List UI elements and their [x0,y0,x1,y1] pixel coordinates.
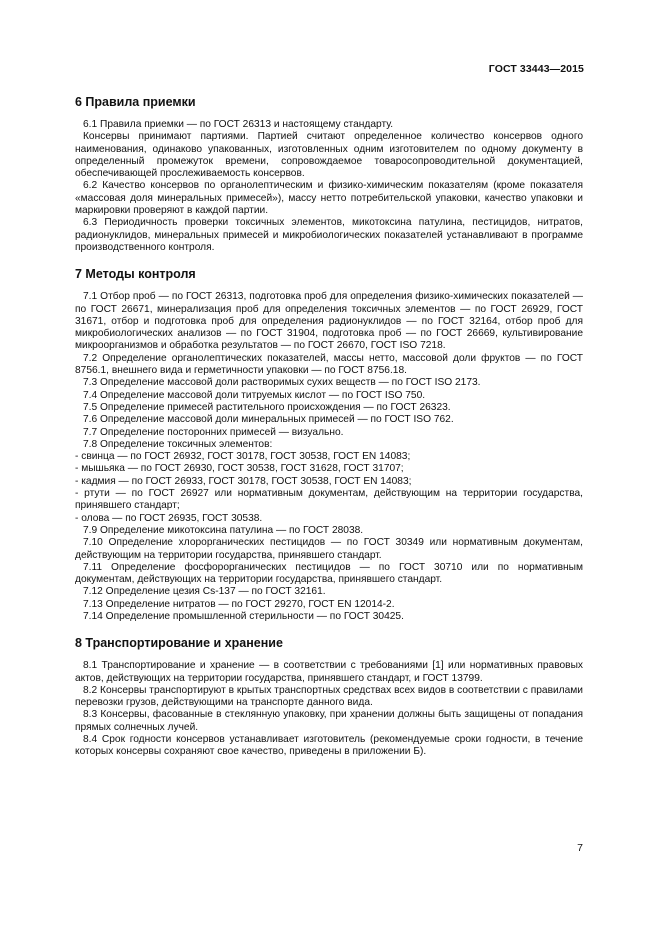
paragraph: 7.12 Определение цезия Cs-137 — по ГОСТ 32161. [83,586,326,598]
list-item: - олова — по ГОСТ 26935, ГОСТ 30538. [75,512,263,524]
paragraph: 8.1 Транспортирование и хранение — в соответствии с требованиями [1] или нормативных правовых актов, действующих на территории государства, принявшего стандарт, и ГОСТ 13799. [75,660,583,684]
paragraph: 7.9 Определение микотоксина патулина — по ГОСТ 28038. [83,524,364,536]
paragraph: 8.3 Консервы, фасованные в стеклянную упаковку, при хранении должны быть защищены от попадания прямых солнечных лучей. [75,709,583,733]
list-item: - мышьяка — по ГОСТ 26930, ГОСТ 30538, ГОСТ 31628, ГОСТ 31707; [75,463,404,475]
paragraph: 7.2 Определение органолептических показателей, массы нетто, массовой доли фруктов — по ГОСТ 8756.1, внешнего вида и герметичности упаковки — по ГОСТ 8756.18. [75,352,583,377]
paragraph: 6.3 Периодичность проверки токсичных элементов, микотоксина патулина, пестицидов, нитратов, радионуклидов, минеральных примесей и микробиологических показателей устанавливают в программе производственного контроля. [75,217,583,253]
paragraph: Консервы принимают партиями. Партией считают определенное количество консервов одного наименования, одинаково упакованных, изготовленных одним изготовителем по одному документу в определенный промежуток времени, сопровождаемое товаросопроводительной документацией, обеспечивающей прослеживаемость консервов. [75,131,583,180]
section-heading: 7 Методы контроля [75,267,196,282]
document-code-header: ГОСТ 33443—2015 [488,63,584,75]
paragraph: 7.13 Определение нитратов — по ГОСТ 29270, ГОСТ EN 12014-2. [83,598,395,610]
paragraph: 6.2 Качество консервов по органолептическим и физико-химическим показателям (кроме показателя «массовая доля минеральных примесей»), массу нетто потребительской упаковки, качество упаковки и маркировки проверяют в каждой партии. [75,180,583,217]
section-8-transport-storage [75,636,583,758]
paragraph: 8.4 Срок годности консервов устанавливает изготовитель (рекомендуемые сроки годности, в течение которых консервы сохраняют свое качество, приведены в приложении Б). [75,734,583,758]
paragraph: 8.2 Консервы транспортируют в крытых транспортных средствах всех видов в соответствии с правилами перевозки грузов, действующими на транспорте данного вида. [75,684,583,709]
paragraph: 7.8 Определение токсичных элементов: [83,438,273,450]
page-number: 7 [577,842,583,854]
paragraph: 7.6 Определение массовой доли минеральных примесей — по ГОСТ ISO 762. [83,414,454,426]
list-item: - кадмия — по ГОСТ 26933, ГОСТ 30178, ГОСТ 30538, ГОСТ EN 14083; [75,475,412,487]
paragraph: 7.3 Определение массовой доли растворимых сухих веществ — по ГОСТ ISO 2173. [83,377,481,389]
paragraph: 7.7 Определение посторонних примесей — визуально. [83,426,344,438]
section-7-control-methods [75,267,583,623]
paragraph: 7.10 Определение хлорорганических пестицидов — по ГОСТ 30349 или нормативным документам, действующим на территории государства, принявшего стандарт. [75,537,583,561]
list-item: - ртути — по ГОСТ 26927 или нормативным документам, действующим на территории государства, принявшего стандарт; [75,488,583,512]
section-6-acceptance-rules [75,95,583,254]
paragraph: 7.1 Отбор проб — по ГОСТ 26313, подготовка проб для определения физико-химических показателей — по ГОСТ 26671, минерализация проб для определения токсичных элементов — по ГОСТ 26929, ГОСТ 31671, отбор и подготовка проб для определения радионуклидов — по ГОСТ 32164, отбор проб для микробиологических анализов — по ГОСТ 31904, подготовка проб — по ГОСТ 26669, культивирование микроорганизмов и обработка результатов — по ГОСТ 26670, ГОСТ ISO 7218. [75,291,583,352]
paragraph: 6.1 Правила приемки — по ГОСТ 26313 и настоящему стандарту. [83,119,394,130]
paragraph: 7.4 Определение массовой доли титруемых кислот — по ГОСТ ISO 750. [83,389,426,401]
section-heading: 6 Правила приемки [75,95,196,109]
paragraph: 7.14 Определение промышленной стерильности — по ГОСТ 30425. [83,610,404,622]
paragraph: 7.11 Определение фосфорорганических пестицидов — по ГОСТ 30710 или по нормативным документам, действующих на территории государства, принявшего стандарт. [75,561,583,586]
document-body [75,95,583,772]
paragraph: 7.5 Определение примесей растительного происхождения — по ГОСТ 26323. [83,401,451,413]
section-heading: 8 Транспортирование и хранение [75,636,283,651]
list-item: - свинца — по ГОСТ 26932, ГОСТ 30178, ГОСТ 30538, ГОСТ EN 14083; [75,451,411,463]
